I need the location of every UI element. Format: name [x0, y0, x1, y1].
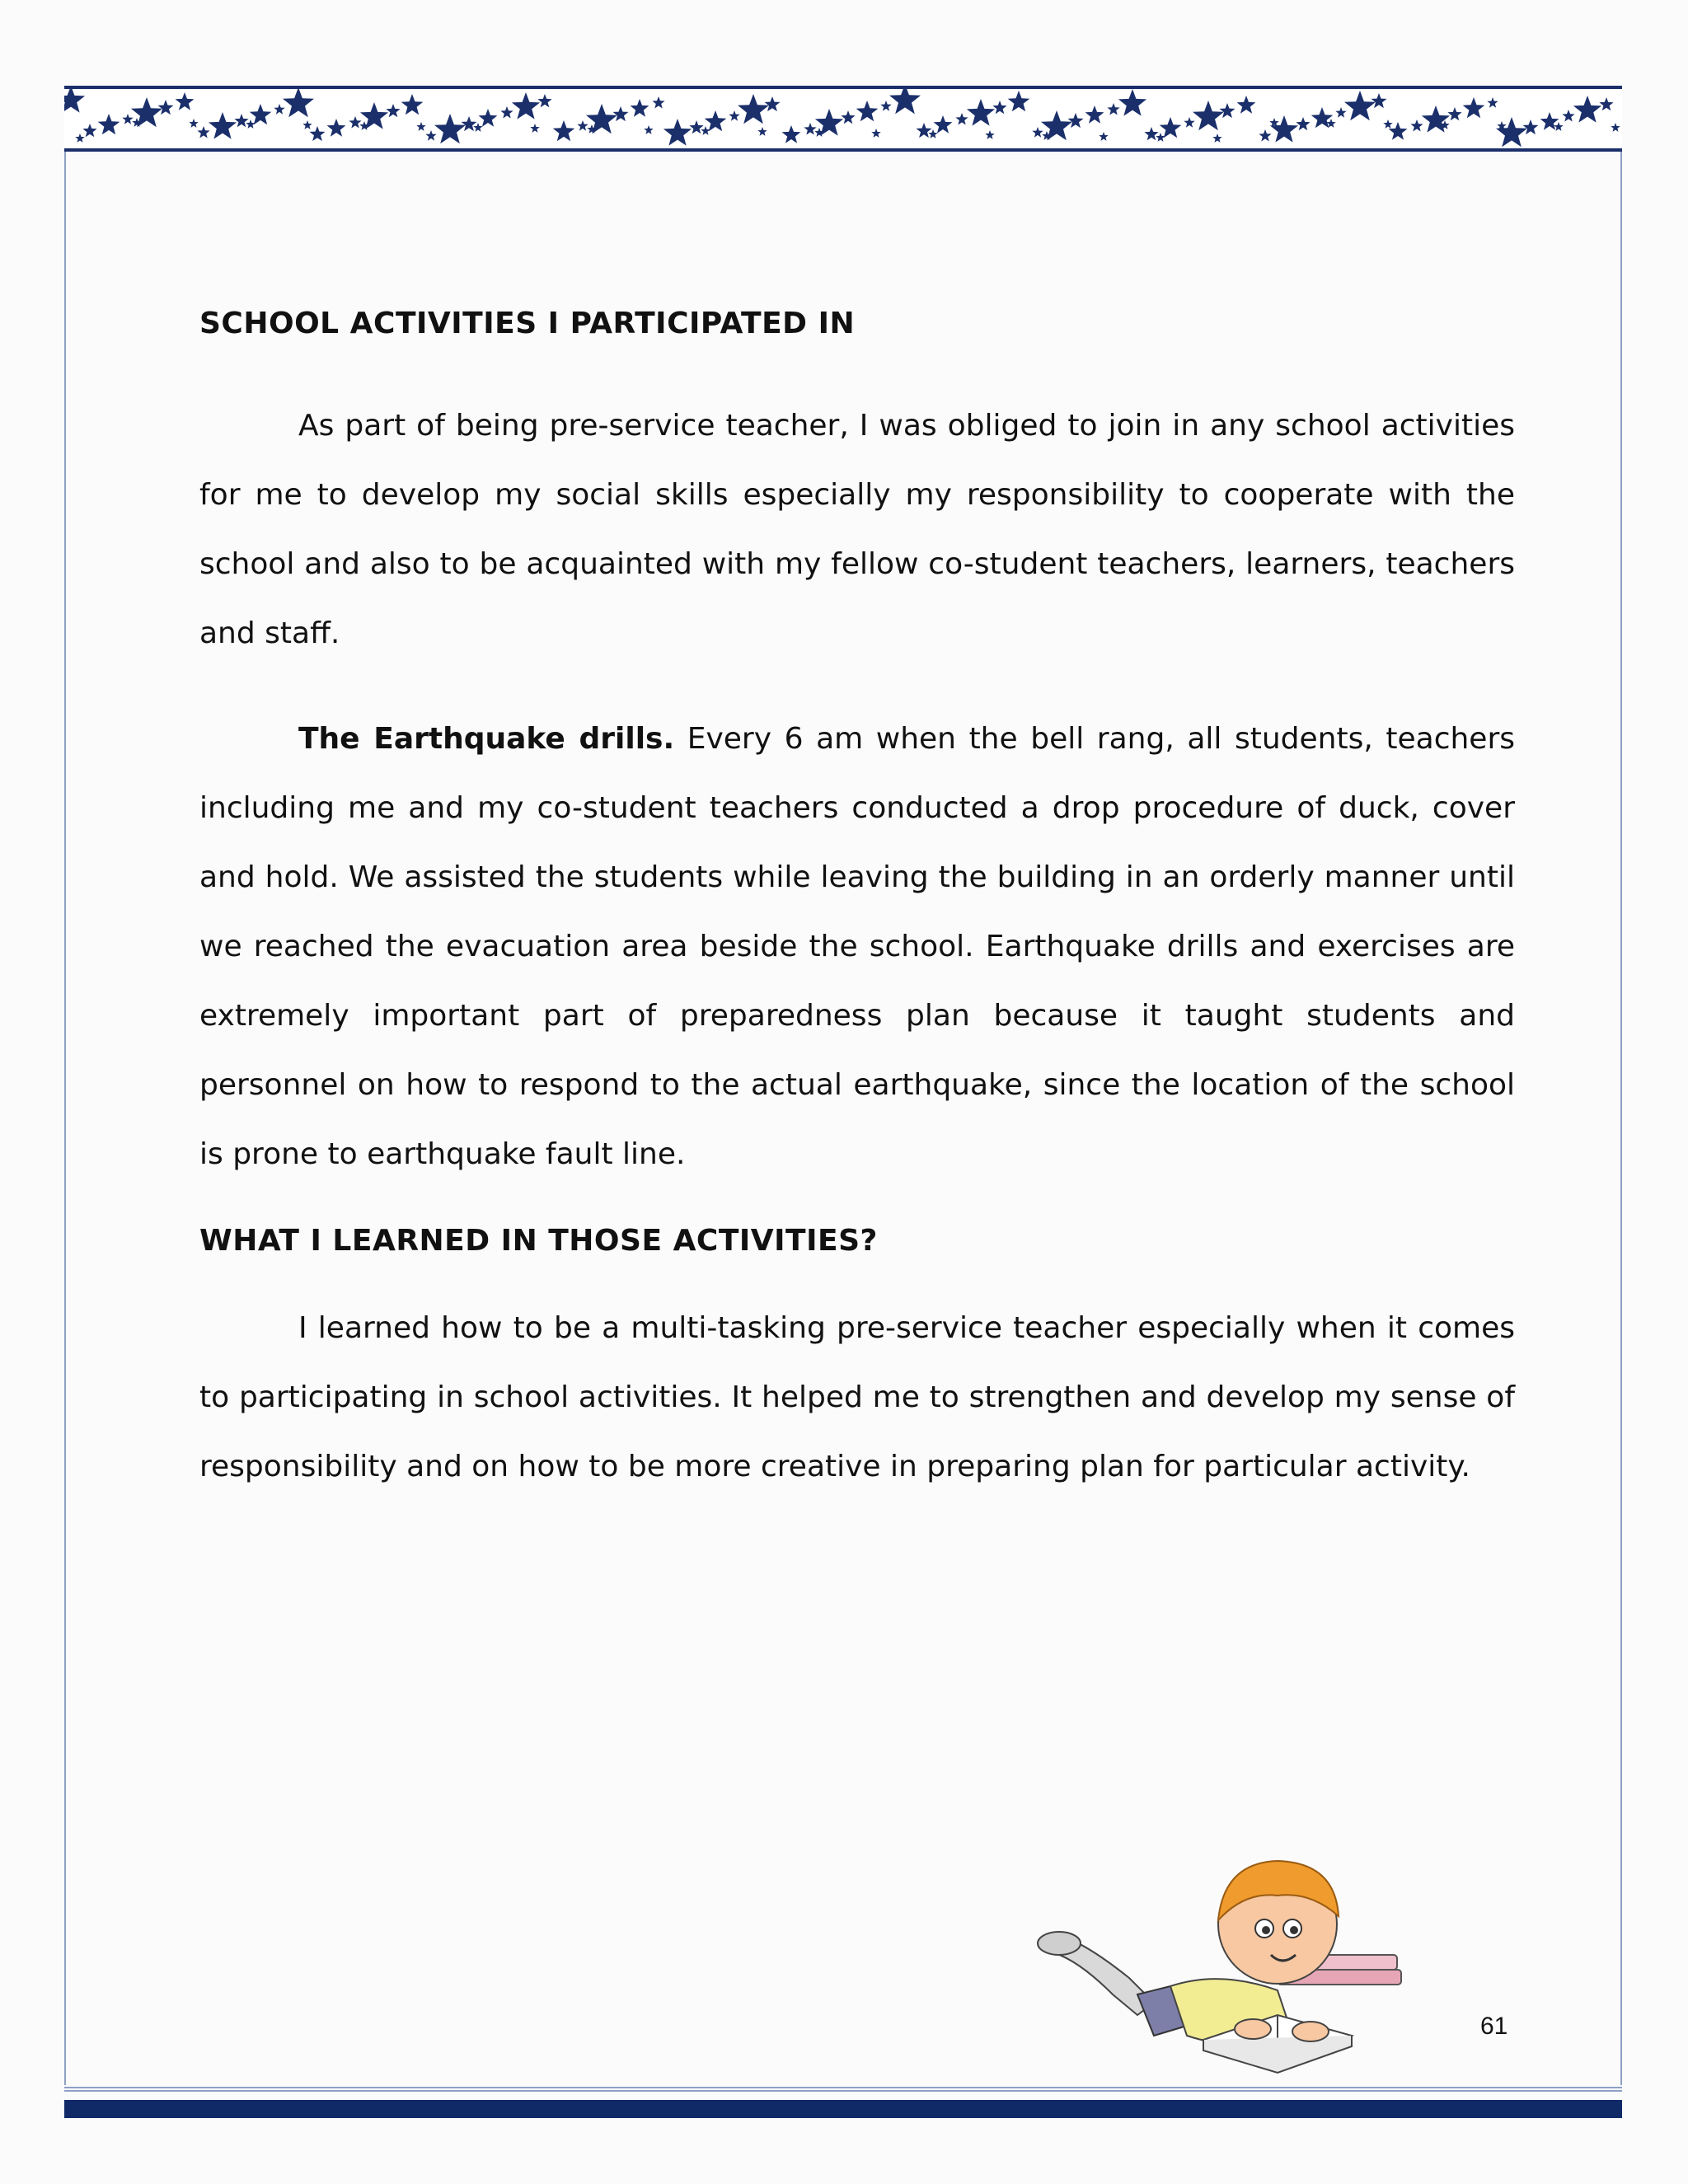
boy-reading-book-icon [1030, 1846, 1418, 2093]
star-icon [246, 120, 255, 129]
star-icon [1068, 113, 1084, 128]
star-icon [473, 123, 482, 132]
star-icon [1008, 91, 1030, 111]
star-icon [1099, 132, 1108, 141]
star-icon [553, 120, 575, 141]
star-icon [1372, 93, 1387, 108]
star-icon [738, 94, 769, 124]
star-icon [804, 123, 816, 135]
star-icon [416, 122, 425, 131]
earthquake-drills-paragraph [199, 705, 1515, 1189]
star-icon [512, 92, 540, 120]
star-pattern [64, 89, 1622, 148]
star-icon [955, 113, 968, 125]
star-icon [1496, 117, 1527, 147]
star-icon [197, 126, 209, 138]
star-icon [1335, 107, 1346, 118]
star-icon [934, 115, 953, 134]
star-icon [729, 110, 739, 121]
star-icon [644, 125, 653, 134]
star-icon [1156, 133, 1165, 142]
star-icon [1389, 122, 1408, 140]
star-icon [782, 125, 801, 143]
star-icon [82, 124, 96, 137]
star-icon [1523, 120, 1539, 134]
star-icon [631, 99, 649, 117]
star-border-band [64, 86, 1622, 152]
star-icon [1193, 101, 1224, 130]
star-icon [1573, 96, 1601, 123]
page-number: 61 [1480, 2013, 1508, 2040]
star-icon [701, 126, 710, 135]
star-icon [349, 116, 361, 129]
page-content [199, 307, 1515, 1502]
star-icon [1184, 117, 1194, 128]
star-icon [283, 89, 314, 117]
star-icon [871, 129, 880, 138]
star-icon [189, 119, 198, 128]
star-icon [1487, 97, 1498, 108]
star-icon [1144, 127, 1158, 140]
star-icon [425, 130, 436, 141]
star-icon [577, 120, 588, 131]
star-icon [75, 134, 84, 143]
star-icon [1599, 97, 1613, 110]
star-icon [1085, 105, 1104, 124]
star-icon [462, 116, 477, 131]
star-icon [652, 96, 664, 109]
star-icon [705, 110, 727, 131]
star-icon [765, 96, 781, 111]
earthquake-drills-lead: The Earthquake drills. [298, 722, 675, 756]
star-icon [537, 94, 551, 107]
star-icon [1160, 117, 1182, 138]
star-icon [928, 129, 937, 138]
star-icon [209, 112, 237, 139]
star-icon [917, 123, 932, 138]
star-icon [992, 101, 1006, 114]
star-icon [310, 126, 326, 141]
star-icon [158, 100, 174, 115]
star-icon [856, 101, 879, 121]
star-icon [1383, 120, 1392, 129]
star-icon [985, 130, 994, 139]
star-icon [1259, 129, 1271, 142]
star-icon [1220, 103, 1236, 118]
learned-paragraph: I learned how to be a multi-tasking pre-service teacher especially when it comes to participating in school activities. It helped me to strengthen and develop my sense of responsibility and on how to be more creative in preparing plan for particular activity. [199, 1311, 1515, 1483]
star-icon [663, 119, 692, 146]
star-icon [1554, 122, 1563, 131]
star-icon [302, 120, 312, 129]
star-icon [1422, 105, 1450, 133]
star-icon [841, 110, 855, 124]
star-icon [64, 89, 85, 113]
star-icon [1118, 89, 1146, 116]
section-heading-learned: WHAT I LEARNED IN THOSE ACTIVITIES? [199, 1224, 878, 1258]
star-icon [434, 114, 466, 143]
star-icon [1032, 127, 1043, 138]
earthquake-drills-body: Every 6 am when the bell rang, all students, teachers including me and my co-student teachers conducted a drop procedure of duck, cover and hold. We assisted the students while leaving the building in an orderly manner until we reached the evacuation area beside the school. Earthquake drills and exercises are extremely important part of preparedness plan because it taught students and personnel on how to respond to the actual earthquake, since the location of the school is prone to earthquake fault line. [199, 722, 1516, 1171]
star-icon [530, 124, 539, 133]
star-icon [1463, 97, 1485, 118]
star-icon [250, 104, 272, 124]
star-icon [1344, 91, 1376, 120]
star-icon [1107, 103, 1119, 115]
star-icon [880, 101, 891, 111]
star-icon [889, 89, 921, 114]
section-heading-activities: SCHOOL ACTIVITIES I PARTICIPATED IN [199, 307, 856, 340]
intro-paragraph: As part of being pre-service teacher, I was obliged to join in any school activities for me to develop my social skills especially my responsibility to cooperate with the school and also to be acquainted with my fellow co-student teachers, learners, teachers and staff. [199, 409, 1515, 650]
star-icon [274, 104, 284, 115]
star-icon [122, 114, 133, 124]
star-icon [1296, 117, 1310, 130]
star-icon [1562, 110, 1574, 122]
star-icon [967, 99, 995, 126]
star-icon [500, 106, 513, 119]
star-icon [689, 120, 703, 134]
star-icon [1447, 107, 1461, 120]
star-icon [234, 114, 248, 127]
star-icon [386, 104, 400, 117]
star-icon [757, 127, 767, 136]
star-icon [1237, 96, 1256, 114]
star-icon [1611, 123, 1620, 132]
star-icon [176, 92, 195, 110]
star-icon [1540, 112, 1559, 130]
star-icon [327, 119, 346, 137]
bottom-rule [64, 2087, 1622, 2092]
star-icon [479, 109, 498, 127]
star-icon [1410, 120, 1423, 132]
star-icon [98, 114, 120, 134]
star-icon [401, 94, 424, 115]
bottom-bar [64, 2100, 1622, 2118]
star-icon [613, 106, 629, 121]
star-icon [1212, 134, 1221, 143]
